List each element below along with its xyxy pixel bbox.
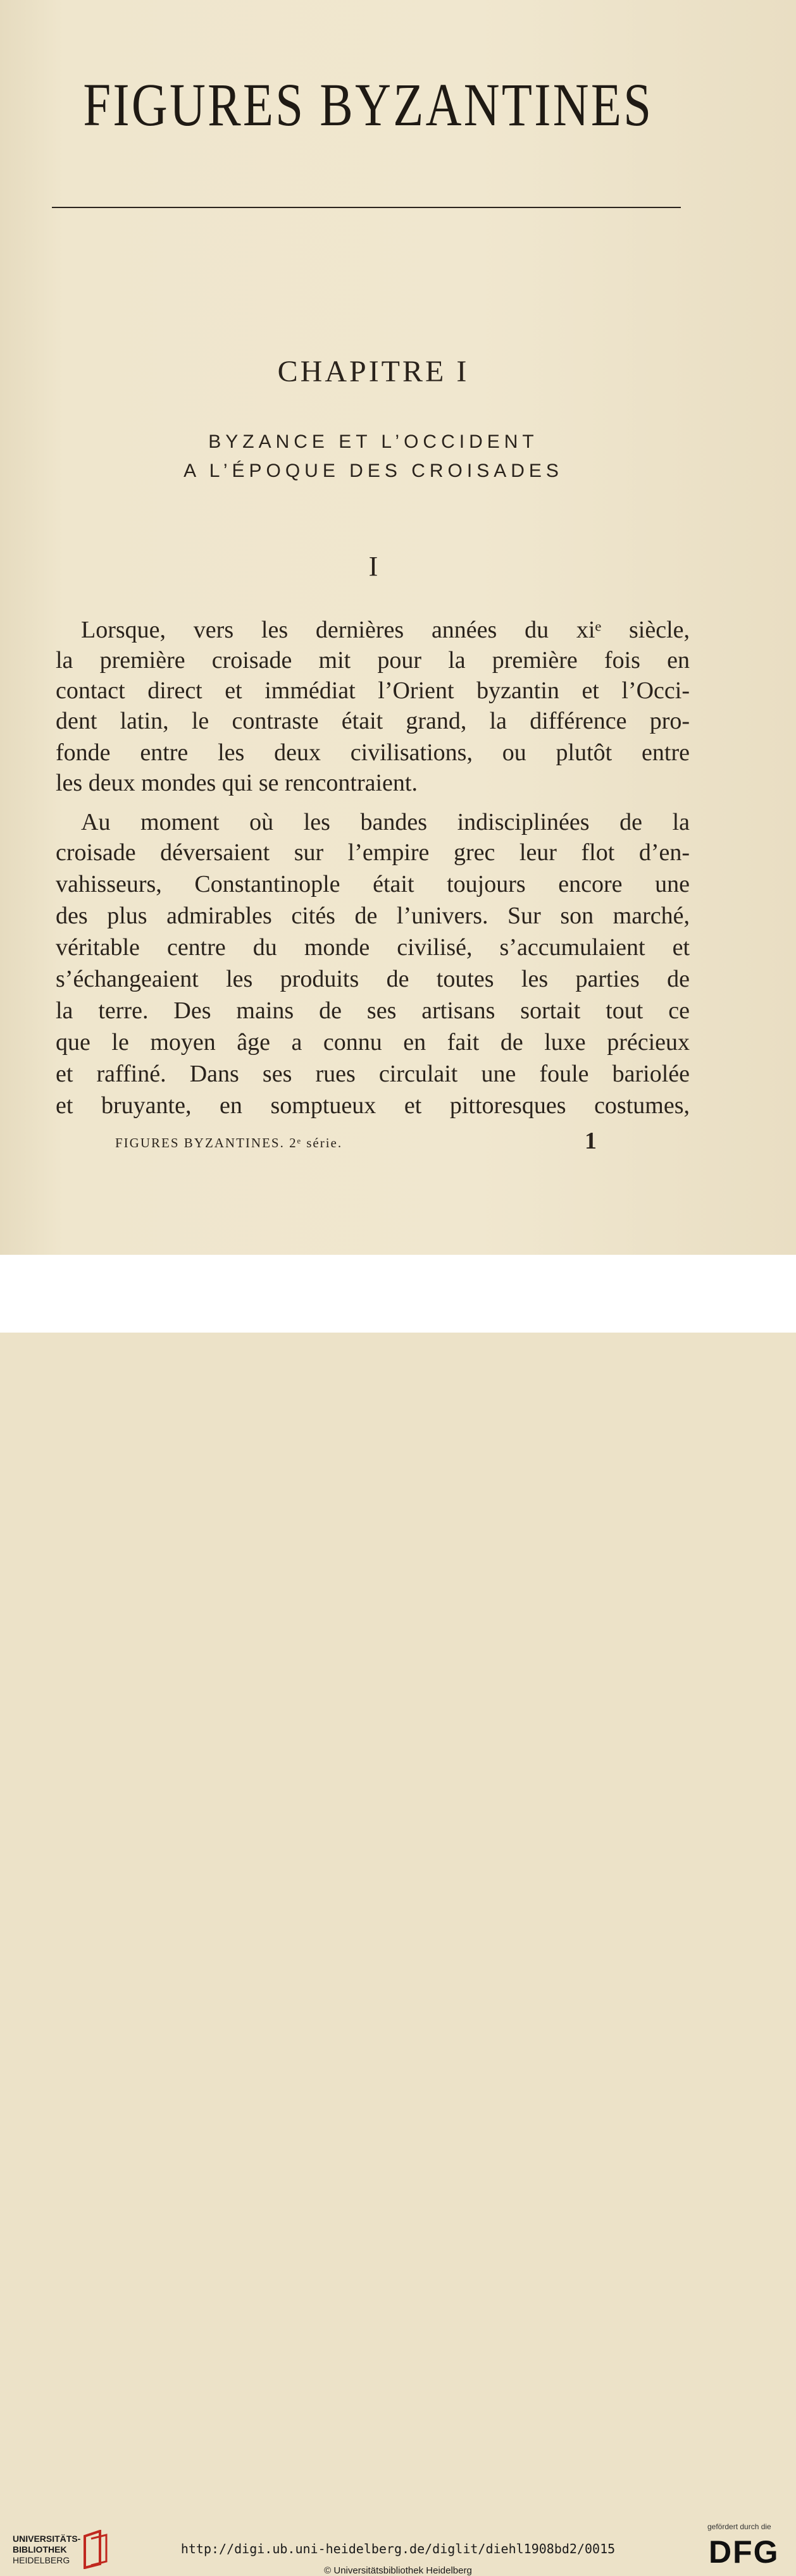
footer-signature: FIGURES BYZANTINES. 2ᵉ série. <box>115 1135 343 1150</box>
body-line: des plus admirables cités de l’univers. Sur son marché, <box>56 903 690 929</box>
book-title: FIGURES BYZANTINES <box>83 71 654 139</box>
body-line: et bruyante, en somptueux et pittoresques costumes, <box>56 1092 690 1119</box>
chapter-subtitle-line-1: BYZANCE ET L’OCCIDENT <box>208 431 538 452</box>
body-line: vahisseurs, Constantinople était toujours encore une <box>56 871 690 897</box>
body-line: que le moyen âge a connu en fait de luxe précieux <box>56 1029 690 1056</box>
body-line: les deux mondes qui se rencontraient. <box>56 770 418 796</box>
copyright-notice: © Universitätsbibliothek Heidelberg <box>324 2565 472 2576</box>
dfg-caption: gefördert durch die <box>707 2522 771 2531</box>
library-name-line-3: HEIDELBERG <box>13 2555 70 2565</box>
body-line: fonde entre les deux civilisations, ou plutôt entre <box>56 739 690 766</box>
title-rule <box>52 207 681 208</box>
chapter-heading: CHAPITRE I <box>277 355 470 388</box>
body-line: dent latin, le contraste était grand, la différence pro- <box>56 708 690 734</box>
body-line: et raffiné. Dans ses rues circulait une foule bariolée <box>56 1061 690 1087</box>
body-line: contact direct et immédiat l’Orient byzantin et l’Occi- <box>56 677 690 704</box>
chapter-subtitle-line-2: A L’ÉPOQUE DES CROISADES <box>183 460 563 481</box>
body-line: véritable centre du monde civilisé, s’accumulaient et <box>56 934 690 961</box>
dfg-logo: DFG <box>709 2534 780 2570</box>
scanned-page <box>0 0 796 1255</box>
library-banner <box>0 1255 796 2576</box>
body-line: croisade déversaient sur l’empire grec leur flot d’en- <box>56 839 690 866</box>
library-name-line-2: BIBLIOTHEK <box>13 2544 67 2554</box>
permalink-url[interactable]: http://digi.ub.uni-heidelberg.de/diglit/diehl1908bd2/0015 <box>180 2541 616 2556</box>
body-line: la première croisade mit pour la première fois en <box>56 647 690 674</box>
body-line: Au moment où les bandes indisciplinées de la <box>81 809 690 835</box>
library-name-line-1: UNIVERSITÄTS- <box>13 2534 81 2544</box>
body-line: la terre. Des mains de ses artisans sortait tout ce <box>56 997 690 1024</box>
body-line: Lorsque, vers les dernières années du xiᵉ siècle, <box>81 617 690 643</box>
section-number: I <box>368 551 378 582</box>
body-line: s’échangeaient les produits de toutes les parties de <box>56 966 690 992</box>
footer-page-number: 1 <box>585 1128 597 1154</box>
